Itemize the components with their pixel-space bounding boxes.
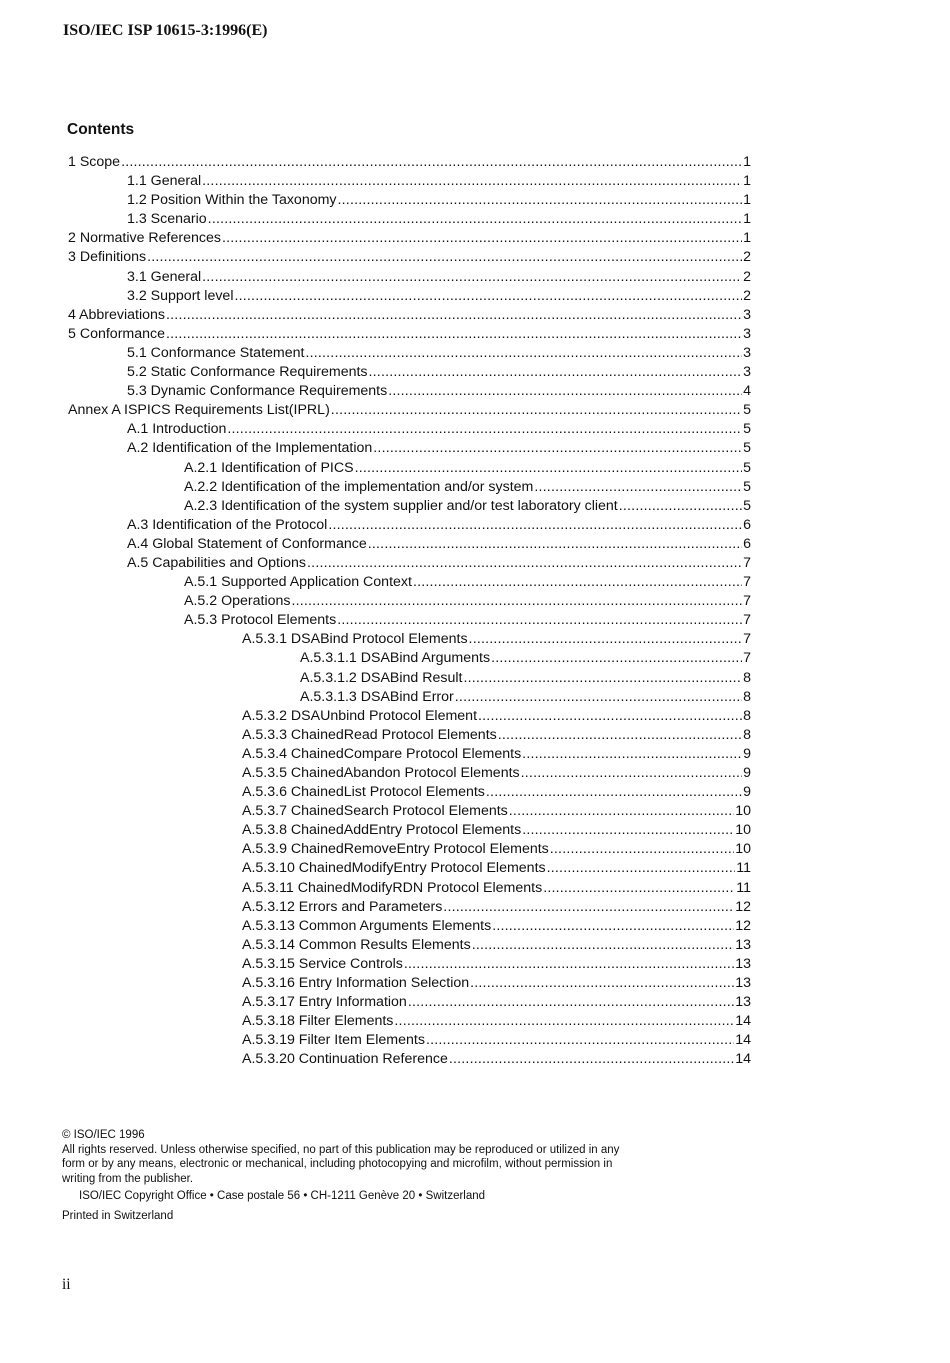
toc-leader-dots bbox=[234, 287, 742, 306]
printed-in: Printed in Switzerland bbox=[62, 1209, 174, 1222]
toc-entry bbox=[0, 649, 751, 668]
toc-entry-title: A.5.3.7 ChainedSearch Protocol Elements bbox=[242, 803, 508, 820]
toc-leader-dots bbox=[388, 382, 742, 401]
toc-entry bbox=[0, 497, 751, 516]
table-of-contents bbox=[0, 153, 950, 1070]
toc-entry-title: A.5.3.4 ChainedCompare Protocol Elements bbox=[242, 745, 522, 762]
toc-entry bbox=[0, 268, 751, 287]
toc-entry bbox=[0, 993, 751, 1012]
toc-leader-dots bbox=[337, 611, 742, 630]
toc-leader-dots bbox=[486, 783, 742, 802]
toc-entry bbox=[0, 573, 751, 592]
toc-entry-page: 1 bbox=[743, 173, 751, 190]
toc-entry-page: 8 bbox=[743, 669, 751, 686]
toc-leader-dots bbox=[338, 191, 743, 210]
toc-leader-dots bbox=[455, 688, 742, 707]
toc-leader-dots bbox=[404, 955, 734, 974]
toc-leader-dots bbox=[121, 153, 742, 172]
toc-entry-title: 1.3 Scenario bbox=[127, 211, 207, 228]
toc-entry-title: 5.1 Conformance Statement bbox=[127, 344, 305, 361]
toc-entry bbox=[0, 439, 751, 458]
toc-entry bbox=[0, 382, 751, 401]
toc-entry-page: 10 bbox=[735, 822, 751, 839]
toc-entry-title: A.3 Identification of the Protocol bbox=[127, 516, 328, 533]
toc-leader-dots bbox=[469, 630, 743, 649]
toc-entry bbox=[0, 707, 751, 726]
toc-entry-page: 7 bbox=[743, 612, 751, 629]
toc-entry-title: A.5.2 Operations bbox=[184, 593, 291, 610]
toc-entry-title: A.5.3.1.1 DSABind Arguments bbox=[300, 650, 491, 667]
toc-leader-dots bbox=[227, 420, 742, 439]
toc-leader-dots bbox=[534, 478, 742, 497]
contents-heading: Contents bbox=[67, 121, 135, 138]
toc-leader-dots bbox=[291, 592, 742, 611]
toc-leader-dots bbox=[463, 669, 742, 688]
toc-entry bbox=[0, 859, 751, 878]
toc-entry-title: A.5.3.8 ChainedAddEntry Protocol Elements bbox=[242, 822, 522, 839]
toc-leader-dots bbox=[543, 879, 735, 898]
toc-leader-dots bbox=[202, 268, 742, 287]
toc-entry-title: 2 Normative References bbox=[68, 230, 221, 247]
toc-entry bbox=[0, 459, 751, 478]
toc-entry-page: 3 bbox=[743, 364, 751, 381]
toc-entry-page: 13 bbox=[735, 975, 751, 992]
toc-entry-title: A.5.3.3 ChainedRead Protocol Elements bbox=[242, 726, 497, 743]
toc-leader-dots bbox=[491, 649, 742, 668]
toc-entry-page: 1 bbox=[743, 211, 751, 228]
toc-entry-page: 14 bbox=[735, 1013, 751, 1030]
toc-entry-title: A.5.3.13 Common Arguments Elements bbox=[242, 917, 492, 934]
toc-leader-dots bbox=[373, 439, 742, 458]
toc-entry-title: A.5.3.19 Filter Item Elements bbox=[242, 1032, 425, 1049]
toc-entry bbox=[0, 840, 751, 859]
toc-entry-title: A.2.3 Identification of the system supplier and/or test laboratory client bbox=[184, 497, 618, 514]
toc-entry-title: A.5.3.20 Continuation Reference bbox=[242, 1051, 448, 1068]
toc-entry-page: 11 bbox=[736, 860, 751, 877]
toc-entry-title: A.5.3.16 Entry Information Selection bbox=[242, 975, 470, 992]
toc-entry bbox=[0, 478, 751, 497]
toc-entry-page: 14 bbox=[735, 1032, 751, 1049]
toc-leader-dots bbox=[355, 459, 743, 478]
toc-entry-title: A.5.3.1 DSABind Protocol Elements bbox=[242, 631, 468, 648]
toc-entry bbox=[0, 726, 751, 745]
toc-entry-page: 12 bbox=[735, 898, 751, 915]
toc-entry-title: A.5.3.12 Errors and Parameters bbox=[242, 898, 443, 915]
toc-entry-page: 3 bbox=[743, 325, 751, 342]
toc-entry bbox=[0, 821, 751, 840]
toc-leader-dots bbox=[426, 1031, 734, 1050]
toc-entry-title: A.2.1 Identification of PICS bbox=[184, 459, 354, 476]
toc-entry-title: A.4 Global Statement of Conformance bbox=[127, 535, 367, 552]
toc-entry bbox=[0, 630, 751, 649]
toc-entry-title: A.5.3.5 ChainedAbandon Protocol Elements bbox=[242, 765, 520, 781]
toc-entry-title: A.5.3.11 ChainedModifyRDN Protocol Elements bbox=[242, 879, 543, 896]
toc-entry bbox=[0, 917, 751, 936]
toc-entry-page: 2 bbox=[743, 287, 751, 304]
toc-entry bbox=[0, 936, 751, 955]
toc-entry-page: 10 bbox=[735, 841, 751, 858]
toc-leader-dots bbox=[408, 993, 734, 1012]
toc-entry bbox=[0, 1050, 751, 1069]
toc-entry-page: 13 bbox=[735, 994, 751, 1011]
toc-entry-page: 8 bbox=[743, 688, 751, 705]
toc-entry-title: A.5.3.17 Entry Information bbox=[242, 994, 407, 1011]
toc-entry-page: 9 bbox=[743, 745, 751, 762]
toc-entry-page: 14 bbox=[735, 1051, 751, 1068]
toc-entry-page: 13 bbox=[735, 936, 751, 953]
toc-entry-page: 5 bbox=[743, 440, 751, 457]
toc-entry-page: 9 bbox=[743, 765, 751, 781]
toc-entry-page: 8 bbox=[743, 707, 751, 724]
toc-leader-dots bbox=[305, 344, 742, 363]
toc-entry-page: 8 bbox=[743, 726, 751, 743]
toc-leader-dots bbox=[443, 898, 734, 917]
toc-entry-title: A.5.3.2 DSAUnbind Protocol Element bbox=[242, 707, 478, 724]
toc-entry bbox=[0, 974, 751, 993]
toc-entry-title: A.5.3.6 ChainedList Protocol Elements bbox=[242, 784, 485, 801]
toc-leader-dots bbox=[470, 974, 734, 993]
toc-entry bbox=[0, 1031, 751, 1050]
toc-entry bbox=[0, 420, 751, 439]
toc-entry-title: 1.2 Position Within the Taxonomy bbox=[127, 192, 337, 209]
toc-entry-title: A.2 Identification of the Implementation bbox=[127, 440, 373, 457]
toc-entry-title: 5.2 Static Conformance Requirements bbox=[127, 364, 368, 381]
toc-entry bbox=[0, 802, 751, 821]
toc-entry-title: Annex A ISPICS Requirements List(IPRL) bbox=[68, 402, 330, 419]
toc-entry-page: 6 bbox=[743, 535, 751, 552]
toc-entry bbox=[0, 287, 751, 306]
toc-leader-dots bbox=[331, 401, 742, 420]
toc-entry-page: 7 bbox=[743, 650, 751, 667]
toc-entry bbox=[0, 1012, 751, 1031]
toc-entry-page: 1 bbox=[743, 154, 751, 170]
toc-entry-title: A.5.3 Protocol Elements bbox=[184, 612, 337, 629]
toc-entry-title: 5 Conformance bbox=[68, 325, 165, 342]
toc-entry-title: 3.2 Support level bbox=[127, 287, 234, 304]
toc-entry-page: 7 bbox=[743, 554, 751, 571]
toc-entry-page: 3 bbox=[743, 344, 751, 361]
toc-entry-page: 12 bbox=[735, 917, 751, 934]
toc-leader-dots bbox=[492, 917, 734, 936]
toc-entry-page: 10 bbox=[735, 803, 751, 820]
toc-leader-dots bbox=[413, 573, 742, 592]
toc-leader-dots bbox=[222, 229, 742, 248]
toc-entry bbox=[0, 879, 751, 898]
toc-entry-title: A.5.3.9 ChainedRemoveEntry Protocol Elements bbox=[242, 841, 549, 858]
toc-leader-dots bbox=[509, 802, 734, 821]
toc-entry-page: 5 bbox=[743, 478, 751, 495]
toc-entry bbox=[0, 401, 751, 420]
copyright-block bbox=[62, 1128, 622, 1224]
toc-entry-title: A.5 Capabilities and Options bbox=[127, 554, 307, 571]
toc-entry-title: A.1 Introduction bbox=[127, 421, 227, 438]
toc-entry-title: A.2.2 Identification of the implementation and/or system bbox=[184, 478, 534, 495]
toc-entry-page: 5 bbox=[743, 497, 751, 514]
toc-entry-page: 4 bbox=[743, 383, 751, 400]
toc-entry-title: A.5.3.1.2 DSABind Result bbox=[300, 669, 463, 686]
toc-entry-title: 3 Definitions bbox=[68, 249, 147, 266]
toc-leader-dots bbox=[368, 535, 742, 554]
toc-entry-title: A.5.3.1.3 DSABind Error bbox=[300, 688, 454, 705]
toc-entry-page: 1 bbox=[743, 192, 751, 209]
toc-entry-page: 5 bbox=[743, 402, 751, 419]
toc-leader-dots bbox=[166, 306, 742, 325]
toc-leader-dots bbox=[619, 497, 742, 516]
toc-entry-page: 2 bbox=[743, 249, 751, 266]
toc-entry bbox=[0, 363, 751, 382]
toc-leader-dots bbox=[472, 936, 735, 955]
toc-entry bbox=[0, 955, 751, 974]
toc-entry bbox=[0, 306, 751, 325]
toc-leader-dots bbox=[521, 764, 742, 783]
toc-entry bbox=[0, 745, 751, 764]
rights-statement: All rights reserved. Unless otherwise specified, no part of this publication may be reproduced or utilized in any form or by any means, electronic or mechanical, including photocopying and microfilm, without permission in writing from the publisher. bbox=[62, 1143, 620, 1185]
toc-entry-title: 3.1 General bbox=[127, 268, 202, 285]
page-number: ii bbox=[62, 1276, 71, 1293]
toc-leader-dots bbox=[478, 707, 742, 726]
toc-entry bbox=[0, 210, 751, 229]
toc-entry bbox=[0, 248, 751, 267]
toc-leader-dots bbox=[498, 726, 742, 745]
toc-entry-title: 4 Abbreviations bbox=[68, 306, 166, 323]
toc-entry-page: 6 bbox=[743, 516, 751, 533]
toc-entry-page: 9 bbox=[743, 784, 751, 801]
toc-entry-title: A.5.3.14 Common Results Elements bbox=[242, 936, 471, 953]
toc-leader-dots bbox=[328, 516, 742, 535]
toc-entry bbox=[0, 516, 751, 535]
copyright-office: ISO/IEC Copyright Office • Case postale 56 • CH-1211 Genève 20 • Switzerland bbox=[79, 1190, 486, 1203]
toc-leader-dots bbox=[547, 859, 736, 878]
toc-entry bbox=[0, 669, 751, 688]
toc-leader-dots bbox=[147, 248, 742, 267]
toc-entry-title: A.5.3.18 Filter Elements bbox=[242, 1013, 394, 1030]
toc-entry-title: A.5.3.15 Service Controls bbox=[242, 955, 403, 972]
toc-entry bbox=[0, 229, 751, 248]
toc-entry-page: 7 bbox=[743, 574, 751, 591]
toc-entry-page: 2 bbox=[743, 268, 751, 285]
toc-leader-dots bbox=[394, 1012, 734, 1031]
toc-entry-title: 1.1 General bbox=[127, 173, 202, 190]
toc-entry-page: 11 bbox=[736, 879, 751, 896]
toc-leader-dots bbox=[550, 840, 734, 859]
toc-entry bbox=[0, 898, 751, 917]
toc-leader-dots bbox=[369, 363, 743, 382]
toc-entry-page: 1 bbox=[743, 230, 751, 247]
toc-entry-page: 3 bbox=[743, 306, 751, 323]
document-header: ISO/IEC ISP 10615-3:1996(E) bbox=[63, 22, 268, 39]
toc-entry-page: 5 bbox=[743, 421, 751, 438]
toc-entry-title: 1 Scope bbox=[68, 154, 121, 170]
toc-entry-page: 13 bbox=[735, 955, 751, 972]
toc-entry bbox=[0, 325, 751, 344]
toc-leader-dots bbox=[202, 172, 742, 191]
toc-leader-dots bbox=[449, 1050, 734, 1069]
toc-leader-dots bbox=[208, 210, 742, 229]
toc-entry bbox=[0, 688, 751, 707]
toc-entry bbox=[0, 783, 751, 802]
copyright-notice: © ISO/IEC 1996 bbox=[62, 1129, 145, 1141]
toc-entry-title: A.5.1 Supported Application Context bbox=[184, 574, 412, 591]
toc-entry bbox=[0, 554, 751, 573]
toc-entry bbox=[0, 172, 751, 191]
toc-leader-dots bbox=[307, 554, 742, 573]
toc-entry bbox=[0, 764, 751, 783]
toc-entry-page: 7 bbox=[743, 631, 751, 648]
toc-entry bbox=[0, 191, 751, 210]
toc-entry bbox=[0, 611, 751, 630]
toc-leader-dots bbox=[522, 821, 734, 840]
toc-leader-dots bbox=[522, 745, 742, 764]
toc-entry bbox=[0, 535, 751, 554]
toc-leader-dots bbox=[166, 325, 742, 344]
toc-entry-page: 5 bbox=[743, 459, 751, 476]
toc-entry-page: 7 bbox=[743, 593, 751, 610]
toc-entry bbox=[0, 153, 751, 172]
toc-entry-title: 5.3 Dynamic Conformance Requirements bbox=[127, 383, 388, 400]
toc-entry bbox=[0, 592, 751, 611]
toc-entry-title: A.5.3.10 ChainedModifyEntry Protocol Elements bbox=[242, 860, 546, 877]
toc-entry bbox=[0, 344, 751, 363]
